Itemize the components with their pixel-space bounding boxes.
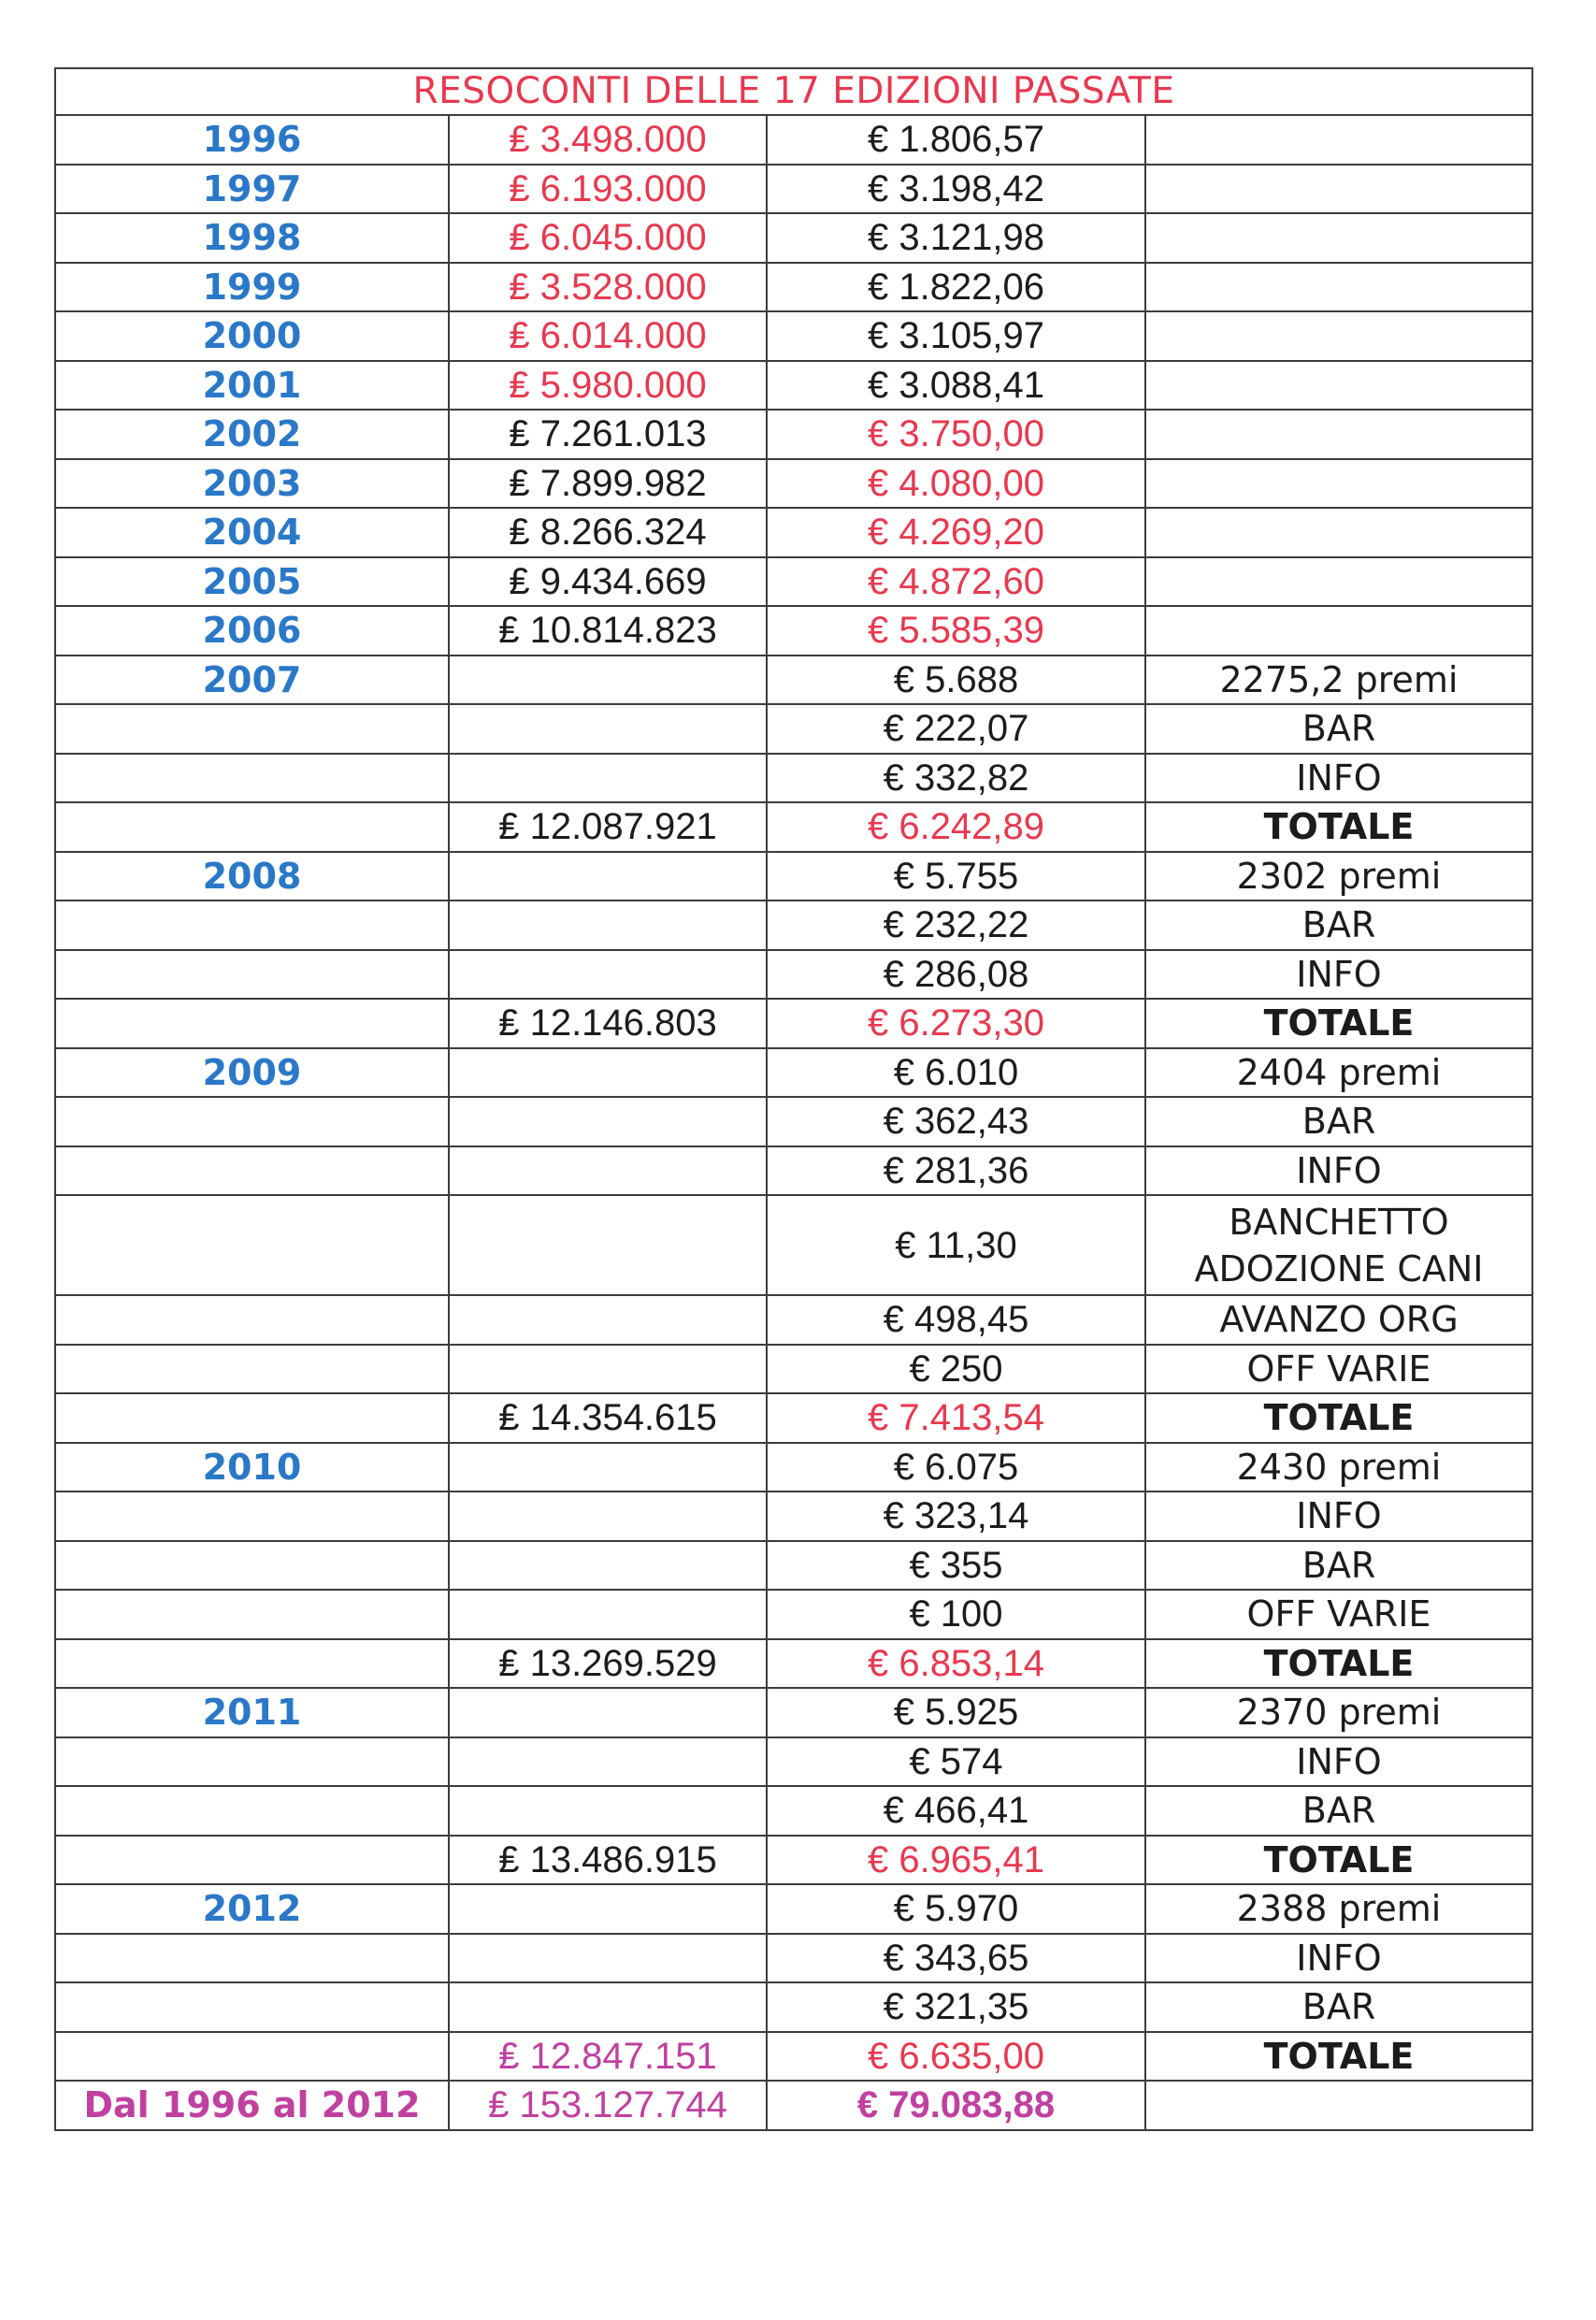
year-cell: 2003 xyxy=(55,459,449,509)
euro-amount-cell: € 3.121,98 xyxy=(767,213,1145,263)
note-cell: 2430 premi xyxy=(1145,1443,1532,1492)
lira-amount-cell xyxy=(449,1737,767,1787)
lira-amount-cell: ₤ 7.899.982 xyxy=(449,459,767,509)
table-row xyxy=(55,213,1532,263)
year-cell xyxy=(55,1836,449,1885)
table-title: RESOCONTI DELLE 17 EDIZIONI PASSATE xyxy=(55,68,1532,115)
year-cell xyxy=(55,802,449,852)
year-cell: 2007 xyxy=(55,656,449,705)
note-cell: INFO xyxy=(1145,1934,1532,1983)
table-row xyxy=(55,1048,1532,1098)
note-cell: BAR xyxy=(1145,1097,1532,1146)
table-row xyxy=(55,1639,1532,1689)
year-cell xyxy=(55,1295,449,1345)
lira-amount-cell xyxy=(449,950,767,1000)
euro-amount-cell: € 6.635,00 xyxy=(767,2032,1145,2082)
lira-amount-cell xyxy=(449,1982,767,2032)
note-cell: BAR xyxy=(1145,704,1532,754)
year-cell xyxy=(55,1737,449,1787)
euro-amount-cell: € 3.198,42 xyxy=(767,165,1145,214)
euro-amount-cell: € 5.970 xyxy=(767,1884,1145,1934)
euro-amount-cell: € 3.088,41 xyxy=(767,361,1145,411)
year-cell xyxy=(55,1146,449,1196)
lira-amount-cell: ₤ 10.814.823 xyxy=(449,606,767,656)
lira-amount-cell: ₤ 12.146.803 xyxy=(449,999,767,1048)
table-row xyxy=(55,901,1532,950)
grand-total-lira: ₤ 153.127.744 xyxy=(449,2081,767,2130)
euro-amount-cell: € 5.755 xyxy=(767,852,1145,901)
euro-amount-cell: € 574 xyxy=(767,1737,1145,1787)
table-row xyxy=(55,1982,1532,2032)
lira-amount-cell: ₤ 12.087.921 xyxy=(449,802,767,852)
table-row xyxy=(55,508,1532,557)
year-cell xyxy=(55,1195,449,1295)
euro-amount-cell: € 355 xyxy=(767,1541,1145,1591)
table-row xyxy=(55,802,1532,852)
year-cell xyxy=(55,999,449,1048)
lira-amount-cell xyxy=(449,1786,767,1836)
table-body xyxy=(55,68,1532,2130)
lira-amount-cell xyxy=(449,1345,767,1394)
note-cell: 2275,2 premi xyxy=(1145,656,1532,705)
note-cell: 2302 premi xyxy=(1145,852,1532,901)
year-cell: 1997 xyxy=(55,165,449,214)
euro-amount-cell: € 250 xyxy=(767,1345,1145,1394)
lira-amount-cell: ₤ 5.980.000 xyxy=(449,361,767,411)
table-row xyxy=(55,704,1532,754)
lira-amount-cell xyxy=(449,1048,767,1098)
note-cell: 2370 premi xyxy=(1145,1688,1532,1737)
year-cell: 2000 xyxy=(55,311,449,361)
lira-amount-cell: ₤ 6.193.000 xyxy=(449,165,767,214)
euro-amount-cell: € 1.822,06 xyxy=(767,263,1145,312)
euro-amount-cell: € 466,41 xyxy=(767,1786,1145,1836)
euro-amount-cell: € 6.853,14 xyxy=(767,1639,1145,1689)
note-cell: TOTALE xyxy=(1145,2032,1532,2082)
lira-amount-cell xyxy=(449,1934,767,1983)
lira-amount-cell xyxy=(449,1541,767,1591)
grand-total-row xyxy=(55,2081,1532,2130)
year-cell xyxy=(55,950,449,1000)
table-row xyxy=(55,1884,1532,1934)
euro-amount-cell: € 286,08 xyxy=(767,950,1145,1000)
table-row xyxy=(55,2032,1532,2082)
year-cell xyxy=(55,1541,449,1591)
table-row xyxy=(55,606,1532,656)
euro-amount-cell: € 11,30 xyxy=(767,1195,1145,1295)
lira-amount-cell xyxy=(449,1097,767,1146)
table-row xyxy=(55,361,1532,411)
euro-amount-cell: € 7.413,54 xyxy=(767,1393,1145,1443)
year-cell xyxy=(55,901,449,950)
note-cell: TOTALE xyxy=(1145,999,1532,1048)
euro-amount-cell: € 6.965,41 xyxy=(767,1836,1145,1885)
year-cell xyxy=(55,1590,449,1639)
year-cell: 2010 xyxy=(55,1443,449,1492)
lira-amount-cell xyxy=(449,1146,767,1196)
year-cell xyxy=(55,1982,449,2032)
year-cell: 2009 xyxy=(55,1048,449,1098)
euro-amount-cell: € 3.105,97 xyxy=(767,311,1145,361)
table-row xyxy=(55,1097,1532,1146)
euro-amount-cell: € 6.075 xyxy=(767,1443,1145,1492)
table-row xyxy=(55,263,1532,312)
note-cell: 2404 premi xyxy=(1145,1048,1532,1098)
lira-amount-cell: ₤ 14.354.615 xyxy=(449,1393,767,1443)
note-cell: TOTALE xyxy=(1145,1836,1532,1885)
table-row xyxy=(55,1195,1532,1295)
year-cell xyxy=(55,1934,449,1983)
euro-amount-cell: € 362,43 xyxy=(767,1097,1145,1146)
year-cell xyxy=(55,1491,449,1541)
euro-amount-cell: € 6.010 xyxy=(767,1048,1145,1098)
year-cell: 1998 xyxy=(55,213,449,263)
euro-amount-cell: € 5.585,39 xyxy=(767,606,1145,656)
year-cell xyxy=(55,1786,449,1836)
table-row xyxy=(55,1541,1532,1591)
table-row xyxy=(55,852,1532,901)
note-cell xyxy=(1145,606,1532,656)
lira-amount-cell: ₤ 9.434.669 xyxy=(449,557,767,607)
note-cell xyxy=(1145,410,1532,459)
lira-amount-cell: ₤ 3.528.000 xyxy=(449,263,767,312)
table-row xyxy=(55,1393,1532,1443)
table-row xyxy=(55,1295,1532,1345)
note-cell xyxy=(1145,508,1532,557)
year-cell xyxy=(55,1345,449,1394)
note-cell xyxy=(1145,165,1532,214)
table-row xyxy=(55,557,1532,607)
table-row xyxy=(55,1443,1532,1492)
euro-amount-cell: € 100 xyxy=(767,1590,1145,1639)
lira-amount-cell: ₤ 8.266.324 xyxy=(449,508,767,557)
lira-amount-cell: ₤ 6.045.000 xyxy=(449,213,767,263)
lira-amount-cell: ₤ 6.014.000 xyxy=(449,311,767,361)
lira-amount-cell xyxy=(449,1443,767,1492)
note-cell xyxy=(1145,311,1532,361)
euro-amount-cell: € 5.925 xyxy=(767,1688,1145,1737)
table-row xyxy=(55,656,1532,705)
note-cell xyxy=(1145,361,1532,411)
note-cell: INFO xyxy=(1145,1491,1532,1541)
euro-amount-cell: € 332,82 xyxy=(767,754,1145,803)
year-cell: 2005 xyxy=(55,557,449,607)
euro-amount-cell: € 3.750,00 xyxy=(767,410,1145,459)
lira-amount-cell: ₤ 13.486.915 xyxy=(449,1836,767,1885)
year-cell: 2001 xyxy=(55,361,449,411)
table-row xyxy=(55,311,1532,361)
note-cell: BAR xyxy=(1145,1982,1532,2032)
lira-amount-cell xyxy=(449,1491,767,1541)
euro-amount-cell: € 5.688 xyxy=(767,656,1145,705)
year-cell xyxy=(55,1639,449,1689)
year-cell xyxy=(55,2032,449,2082)
table-row xyxy=(55,1345,1532,1394)
table-row xyxy=(55,754,1532,803)
year-cell: 2008 xyxy=(55,852,449,901)
year-cell: 2002 xyxy=(55,410,449,459)
year-cell: 2011 xyxy=(55,1688,449,1737)
lira-amount-cell: ₤ 13.269.529 xyxy=(449,1639,767,1689)
table-row xyxy=(55,459,1532,509)
euro-amount-cell: € 4.872,60 xyxy=(767,557,1145,607)
euro-amount-cell: € 232,22 xyxy=(767,901,1145,950)
note-cell: BAR xyxy=(1145,1786,1532,1836)
grand-total-label: Dal 1996 al 2012 xyxy=(55,2081,449,2130)
year-cell: 1996 xyxy=(55,115,449,165)
table-row xyxy=(55,165,1532,214)
table-row xyxy=(55,1737,1532,1787)
euro-amount-cell: € 498,45 xyxy=(767,1295,1145,1345)
lira-amount-cell xyxy=(449,1195,767,1295)
note-cell: TOTALE xyxy=(1145,1639,1532,1689)
note-cell xyxy=(1145,557,1532,607)
lira-amount-cell xyxy=(449,901,767,950)
lira-amount-cell xyxy=(449,754,767,803)
lira-amount-cell xyxy=(449,1884,767,1934)
table-row xyxy=(55,1934,1532,1983)
lira-amount-cell xyxy=(449,852,767,901)
lira-amount-cell: ₤ 12.847.151 xyxy=(449,2032,767,2082)
note-cell: INFO xyxy=(1145,950,1532,1000)
note-cell xyxy=(1145,459,1532,509)
table-row xyxy=(55,1590,1532,1639)
title-row xyxy=(55,68,1532,115)
year-cell xyxy=(55,704,449,754)
euro-amount-cell: € 323,14 xyxy=(767,1491,1145,1541)
table-row xyxy=(55,1146,1532,1196)
note-cell: BANCHETTO ADOZIONE CANI xyxy=(1145,1195,1532,1295)
year-cell: 2006 xyxy=(55,606,449,656)
euro-amount-cell: € 4.080,00 xyxy=(767,459,1145,509)
lira-amount-cell xyxy=(449,656,767,705)
note-cell: TOTALE xyxy=(1145,802,1532,852)
note-cell: TOTALE xyxy=(1145,1393,1532,1443)
year-cell xyxy=(55,754,449,803)
table-row xyxy=(55,1786,1532,1836)
table-row xyxy=(55,410,1532,459)
lira-amount-cell xyxy=(449,1688,767,1737)
note-cell xyxy=(1145,263,1532,312)
year-cell xyxy=(55,1393,449,1443)
year-cell: 2004 xyxy=(55,508,449,557)
euro-amount-cell: € 6.273,30 xyxy=(767,999,1145,1048)
euro-amount-cell: € 343,65 xyxy=(767,1934,1145,1983)
table-row xyxy=(55,1688,1532,1737)
note-cell: INFO xyxy=(1145,754,1532,803)
note-cell: BAR xyxy=(1145,901,1532,950)
table-row xyxy=(55,950,1532,1000)
editions-report-table xyxy=(54,67,1533,2131)
euro-amount-cell: € 222,07 xyxy=(767,704,1145,754)
note-cell: 2388 premi xyxy=(1145,1884,1532,1934)
lira-amount-cell xyxy=(449,1295,767,1345)
year-cell: 2012 xyxy=(55,1884,449,1934)
euro-amount-cell: € 6.242,89 xyxy=(767,802,1145,852)
table-row xyxy=(55,999,1532,1048)
note-cell: OFF VARIE xyxy=(1145,1590,1532,1639)
note-cell xyxy=(1145,213,1532,263)
lira-amount-cell xyxy=(449,704,767,754)
euro-amount-cell: € 4.269,20 xyxy=(767,508,1145,557)
table-row xyxy=(55,1836,1532,1885)
note-cell: OFF VARIE xyxy=(1145,1345,1532,1394)
euro-amount-cell: € 1.806,57 xyxy=(767,115,1145,165)
lira-amount-cell: ₤ 7.261.013 xyxy=(449,410,767,459)
note-cell: BAR xyxy=(1145,1541,1532,1591)
year-cell xyxy=(55,1097,449,1146)
euro-amount-cell: € 281,36 xyxy=(767,1146,1145,1196)
euro-amount-cell: € 321,35 xyxy=(767,1982,1145,2032)
table-row xyxy=(55,115,1532,165)
grand-total-euro: € 79.083,88 xyxy=(767,2081,1145,2130)
table-row xyxy=(55,1491,1532,1541)
note-cell xyxy=(1145,115,1532,165)
grand-total-note xyxy=(1145,2081,1532,2130)
lira-amount-cell xyxy=(449,1590,767,1639)
note-cell: INFO xyxy=(1145,1737,1532,1787)
note-cell: INFO xyxy=(1145,1146,1532,1196)
note-cell: AVANZO ORG xyxy=(1145,1295,1532,1345)
lira-amount-cell: ₤ 3.498.000 xyxy=(449,115,767,165)
year-cell: 1999 xyxy=(55,263,449,312)
